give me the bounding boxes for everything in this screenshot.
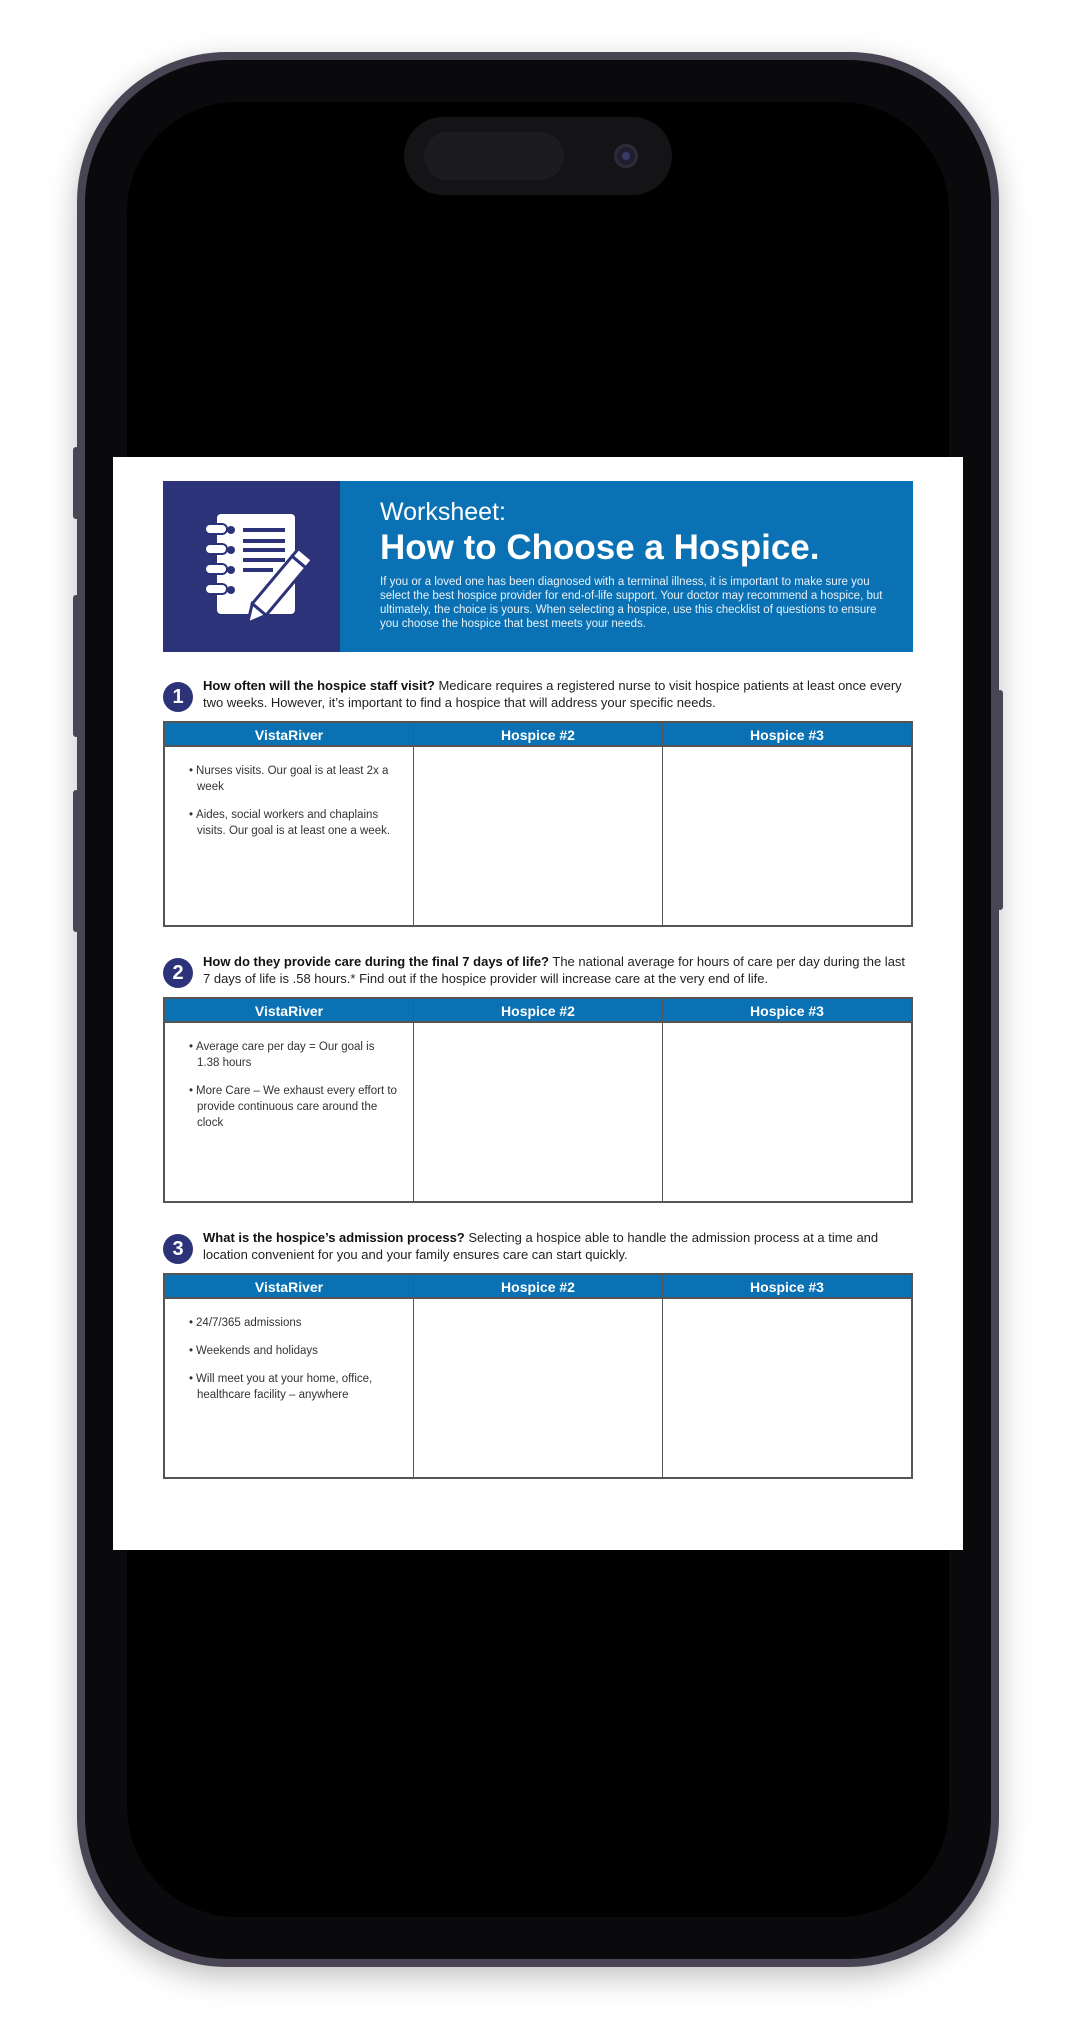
comparison-table [163, 997, 913, 1203]
column-vistariver [165, 1275, 414, 1477]
question-section-2 [163, 953, 913, 1203]
column-body [165, 1299, 413, 1477]
column-hospice-2 [414, 1275, 663, 1477]
column-hospice-3 [663, 999, 911, 1201]
list-item: • 24/7/365 admissions [187, 1315, 399, 1331]
comparison-table [163, 721, 913, 927]
question-description: Medicare requires a registered nurse to visit hospice patients at least once every two weeks. However, it’s important to find a hospice that will address your specific needs. [203, 678, 902, 710]
page-title: How to Choose a Hospice. [380, 528, 820, 567]
feature-list [187, 1315, 399, 1403]
banner-icon-box [163, 481, 340, 652]
question-row [163, 1229, 913, 1264]
volume-up-button[interactable] [73, 595, 79, 737]
banner-text [340, 481, 913, 652]
blank-answer-cell[interactable] [663, 1299, 911, 1477]
question-row [163, 953, 913, 988]
question-title: How often will the hospice staff visit? [203, 678, 435, 693]
feature-list [187, 1039, 399, 1131]
feature-list [187, 763, 399, 839]
question-row [163, 677, 913, 712]
blank-answer-cell[interactable] [663, 747, 911, 925]
column-header: Hospice #3 [663, 1275, 911, 1299]
blank-answer-cell[interactable] [414, 1299, 662, 1477]
intro-paragraph: If you or a loved one has been diagnosed with a terminal illness, it is important to make sure you select the best hospice provider for end-of-life support. Your doctor may recommend a hospice, but ultimately, the choice is yours. When selecting a hospice, use this checklist of questions to ensure you choose the hospice that best meets your needs. [380, 576, 883, 630]
list-item: • Aides, social workers and chaplains visits. Our goal is at least one a week. [187, 807, 399, 839]
blank-answer-cell[interactable] [663, 1023, 911, 1201]
column-header: Hospice #3 [663, 999, 911, 1023]
list-item: • Average care per day = Our goal is 1.38 hours [187, 1039, 399, 1071]
dynamic-island [404, 117, 672, 195]
question-title: How do they provide care during the final 7 days of life? [203, 954, 549, 969]
column-header: Hospice #2 [414, 723, 662, 747]
question-section-3 [163, 1229, 913, 1479]
question-number-badge: 2 [163, 958, 193, 988]
question-description: Selecting a hospice able to handle the admission process at a time and location convenient for you and your family ensures care can start quickly. [203, 1230, 879, 1262]
column-header: Hospice #2 [414, 1275, 662, 1299]
worksheet-banner [163, 481, 913, 652]
question-number-badge: 3 [163, 1234, 193, 1264]
column-header: VistaRiver [165, 723, 413, 747]
power-button[interactable] [997, 690, 1003, 910]
question-section-1 [163, 677, 913, 927]
column-hospice-2 [414, 999, 663, 1201]
worksheet-kicker: Worksheet: [380, 498, 506, 526]
list-item: • Weekends and holidays [187, 1343, 399, 1359]
volume-down-button[interactable] [73, 790, 79, 932]
blank-answer-cell[interactable] [414, 1023, 662, 1201]
column-body [165, 1023, 413, 1201]
column-hospice-3 [663, 1275, 911, 1477]
notepad-pencil-icon [187, 502, 317, 632]
comparison-table [163, 1273, 913, 1479]
question-title: What is the hospice’s admission process? [203, 1230, 465, 1245]
column-header: VistaRiver [165, 1275, 413, 1299]
front-camera-icon [614, 144, 638, 168]
question-number-badge: 1 [163, 682, 193, 712]
column-hospice-2 [414, 723, 663, 925]
question-text [203, 677, 913, 711]
list-item: • More Care – We exhaust every effort to provide continuous care around the clock [187, 1083, 399, 1131]
column-vistariver [165, 999, 414, 1201]
island-sensor [424, 132, 564, 180]
worksheet-document [113, 457, 963, 1550]
question-description: The national average for hours of care per day during the last 7 days of life is .58 hours.* Find out if the hospice provider will increase care at the very end of life. [203, 954, 906, 986]
list-item: • Nurses visits. Our goal is at least 2x a week [187, 763, 399, 795]
column-vistariver [165, 723, 414, 925]
action-button[interactable] [73, 447, 79, 519]
question-text [203, 953, 913, 987]
column-body [165, 747, 413, 925]
column-header: Hospice #3 [663, 723, 911, 747]
column-header: Hospice #2 [414, 999, 662, 1023]
blank-answer-cell[interactable] [414, 747, 662, 925]
list-item: • Will meet you at your home, office, healthcare facility – anywhere [187, 1371, 399, 1403]
question-text [203, 1229, 913, 1263]
column-hospice-3 [663, 723, 911, 925]
column-header: VistaRiver [165, 999, 413, 1023]
